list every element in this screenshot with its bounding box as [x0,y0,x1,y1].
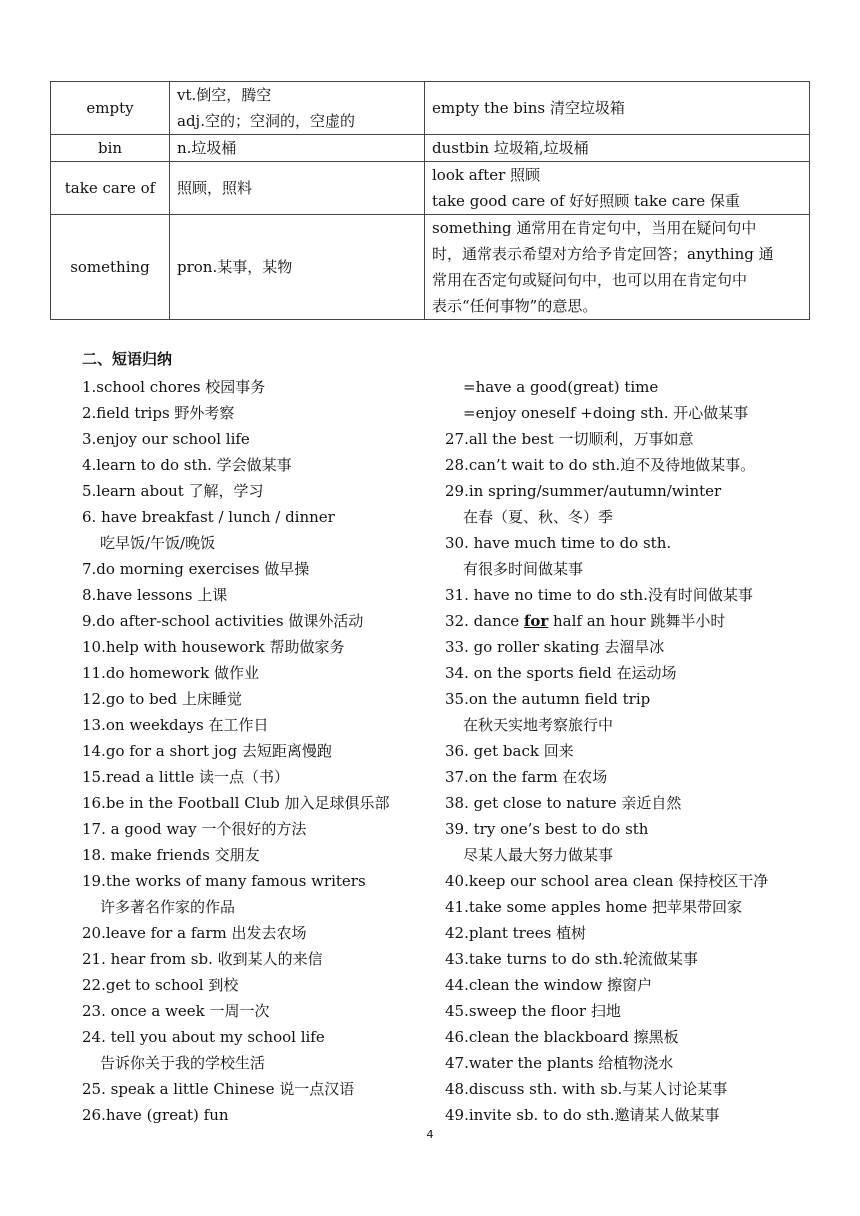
emphasized-word: for [523,612,549,630]
vocab-usage [425,215,810,320]
vocab-meaning [170,162,425,215]
phrase-item: 在秋天实地考察旅行中 [463,716,614,734]
phrase-item: 37.on the farm 在农场 [445,768,608,786]
usage-line: 表示“任何事物”的意思。 [432,297,598,315]
phrase-text: 32. dance [445,612,524,630]
phrase-item: 22.get to school 到校 [82,976,239,994]
phrase-item: 31. have no time to do sth.没有时间做某事 [445,586,753,604]
phrase-item: 7.do morning exercises 做早操 [82,560,310,578]
phrase-item: =enjoy oneself +doing sth. 开心做某事 [463,404,749,422]
phrase-item: 33. go roller skating 去溜旱冰 [445,638,665,656]
phrase-item: 2.field trips 野外考察 [82,404,235,422]
vocab-word: something [51,215,170,320]
vocab-word: empty [51,82,170,135]
phrase-list-left [82,374,432,1128]
vocab-row [51,215,810,320]
phrase-item: 有很多时间做某事 [463,560,584,578]
phrase-item: 46.clean the blackboard 擦黑板 [445,1028,679,1046]
vocab-row [51,162,810,215]
vocab-word: take care of [51,162,170,215]
phrase-item: 28.can’t wait to do sth.迫不及待地做某事。 [445,456,756,474]
phrase-list-right [445,374,815,1128]
phrase-item: 13.on weekdays 在工作日 [82,716,269,734]
phrase-item: 11.do homework 做作业 [82,664,259,682]
meaning-line: pron.某事，某物 [177,258,293,276]
phrase-item: 21. hear from sb. 收到某人的来信 [82,950,323,968]
meaning-line: n.垃圾桶 [177,139,237,157]
usage-line: 时，通常表示希望对方给予肯定回答；anything 通 [432,245,774,263]
phrase-item [445,608,815,634]
phrase-item: 38. get close to nature 亲近自然 [445,794,682,812]
phrase-item: 23. once a week 一周一次 [82,1002,270,1020]
phrase-item: 3.enjoy our school life [82,430,250,448]
vocab-usage [425,82,810,135]
phrase-item: 12.go to bed 上床睡觉 [82,690,242,708]
phrase-item: 19.the works of many famous writers [82,872,366,890]
phrase-item: 14.go for a short jog 去短距离慢跑 [82,742,332,760]
vocabulary-table [50,81,810,320]
phrase-item: 43.take turns to do sth.轮流做某事 [445,950,698,968]
phrase-item: 吃早饭/午饭/晚饭 [100,534,216,552]
phrase-item: 1.school chores 校园事务 [82,378,266,396]
phrase-item: 26.have (great) fun [82,1106,229,1124]
usage-line: take good care of 好好照顾 take care 保重 [432,192,740,210]
phrase-item: 尽某人最大努力做某事 [463,846,614,864]
phrase-item: 15.read a little 读一点（书） [82,768,290,786]
phrase-item: 40.keep our school area clean 保持校区干净 [445,872,769,890]
usage-line: look after 照顾 [432,166,541,184]
phrase-item: 36. get back 回来 [445,742,574,760]
vocab-usage [425,135,810,162]
phrase-item: 25. speak a little Chinese 说一点汉语 [82,1080,355,1098]
phrase-item: 29.in spring/summer/autumn/winter [445,482,722,500]
vocab-meaning [170,215,425,320]
phrase-item: 17. a good way 一个很好的方法 [82,820,307,838]
vocab-row [51,135,810,162]
phrase-item: 18. make friends 交朋友 [82,846,260,864]
phrase-item: 在春（夏、秋、冬）季 [463,508,614,526]
meaning-line: vt.倒空，腾空 [177,86,272,104]
phrase-item: 10.help with housework 帮助做家务 [82,638,345,656]
phrase-item: 16.be in the Football Club 加入足球俱乐部 [82,794,390,812]
phrase-item: 47.water the plants 给植物浇水 [445,1054,674,1072]
phrase-item: 告诉你关于我的学校生活 [100,1054,266,1072]
phrase-item: 39. try one’s best to do sth [445,820,649,838]
vocab-usage [425,162,810,215]
phrase-item: 41.take some apples home 把苹果带回家 [445,898,743,916]
usage-line: something 通常用在肯定句中，当用在疑问句中 [432,219,757,237]
usage-line: 常用在否定句或疑问句中，也可以用在肯定句中 [432,271,748,289]
phrase-item: 8.have lessons 上课 [82,586,228,604]
usage-line: dustbin 垃圾箱,垃圾桶 [432,139,589,157]
vocab-row [51,82,810,135]
phrase-item: 49.invite sb. to do sth.邀请某人做某事 [445,1106,720,1124]
phrase-text: half an hour 跳舞半小时 [548,612,726,630]
phrase-item: 20.leave for a farm 出发去农场 [82,924,307,942]
phrase-item: 30. have much time to do sth. [445,534,672,552]
phrase-item: 许多著名作家的作品 [100,898,236,916]
phrase-item: 44.clean the window 擦窗户 [445,976,653,994]
phrase-item: 24. tell you about my school life [82,1028,325,1046]
phrase-item: 48.discuss sth. with sb.与某人讨论某事 [445,1080,728,1098]
section-title: 二、短语归纳 [82,350,173,368]
vocab-meaning [170,82,425,135]
meaning-line: adj.空的；空洞的，空虚的 [177,112,355,130]
meaning-line: 照顾，照料 [177,179,253,197]
phrase-item: 9.do after-school activities 做课外活动 [82,612,364,630]
page-number: 4 [426,1128,434,1141]
phrase-item: 5.learn about 了解，学习 [82,482,264,500]
phrase-item: 35.on the autumn field trip [445,690,651,708]
phrase-item: 45.sweep the floor 扫地 [445,1002,621,1020]
phrase-item: =have a good(great) time [463,378,659,396]
usage-line: empty the bins 清空垃圾箱 [432,99,625,117]
vocab-meaning [170,135,425,162]
phrase-item: 34. on the sports field 在运动场 [445,664,677,682]
phrase-item: 42.plant trees 植树 [445,924,587,942]
phrase-item: 27.all the best 一切顺利，万事如意 [445,430,694,448]
vocab-word: bin [51,135,170,162]
phrase-item: 6. have breakfast / lunch / dinner [82,508,335,526]
phrase-item: 4.learn to do sth. 学会做某事 [82,456,292,474]
